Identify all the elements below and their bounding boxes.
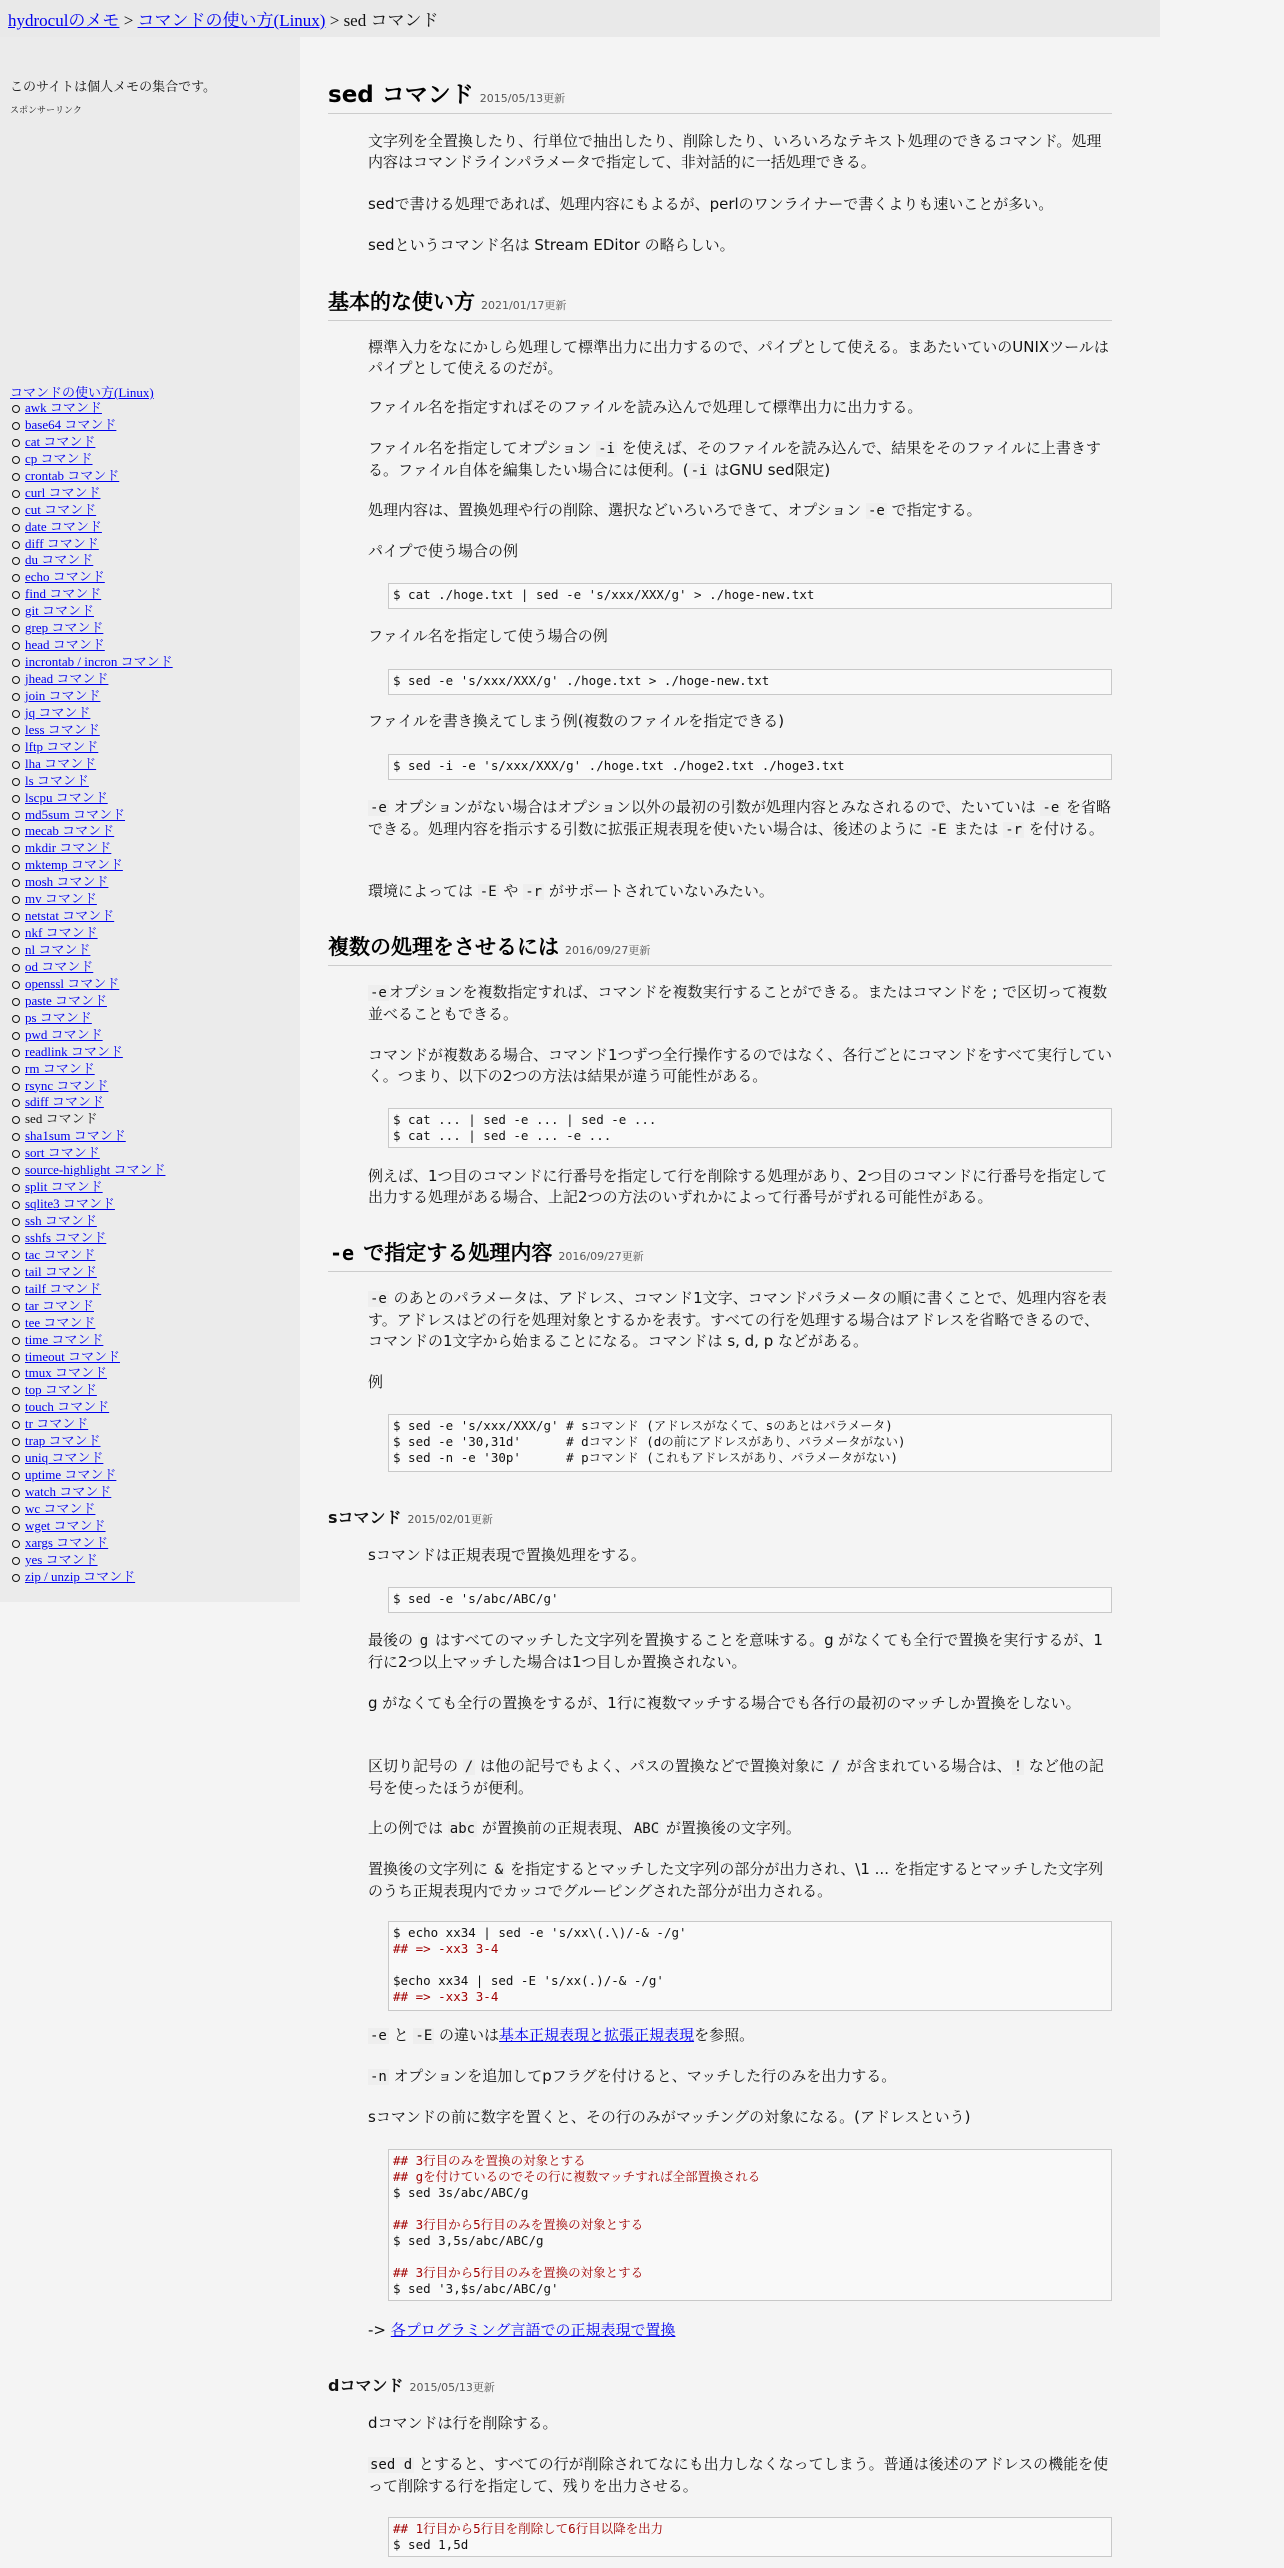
nav-item bbox=[10, 1281, 173, 1298]
paragraph bbox=[368, 1756, 1112, 1799]
nav-item-link[interactable]: sort コマンド bbox=[25, 1145, 100, 1161]
inline-code: -E bbox=[929, 822, 947, 838]
paragraph: パイプで使う場合の例 bbox=[368, 542, 519, 560]
paragraph: コマンドが複数ある場合、コマンド1つずつ全行操作するのではなく、各行ごとにコマンドをすべて実行していく。つまり、以下の2つの方法は結果が違う可能性がある。 bbox=[368, 1046, 1112, 1085]
paragraph: sコマンドの前に数字を置くと、その行のみがマッチングの対象になる。(アドレスという) bbox=[368, 2108, 971, 2126]
nav-item-link[interactable]: top コマンド bbox=[25, 1382, 97, 1398]
code-line: $ sed -n -e '30p' # pコマンド (これもアドレスがあり、パラメータがない) bbox=[393, 1450, 898, 1465]
nav-item-link[interactable]: jhead コマンド bbox=[25, 671, 109, 686]
nav-item bbox=[10, 1315, 173, 1332]
heading-text: 複数の処理をさせるには bbox=[328, 935, 559, 959]
paragraph bbox=[368, 2454, 1112, 2497]
nav-item bbox=[10, 1078, 173, 1095]
nav-item-link[interactable]: netstat コマンド bbox=[25, 908, 115, 924]
breadcrumb-separator: > bbox=[119, 11, 138, 30]
paragraph bbox=[368, 2025, 1112, 2047]
nav-item-link[interactable]: mecab コマンド bbox=[25, 823, 115, 839]
code-line: $ sed -i -e 's/xxx/XXX/g' ./hoge.txt ./hoge2.txt ./hoge3.txt bbox=[393, 758, 845, 773]
nav-item bbox=[10, 451, 173, 468]
text: は他の記号でもよく、パスの置換などで置換対象に bbox=[475, 1757, 830, 1775]
nav-item bbox=[10, 1433, 173, 1450]
text: -> bbox=[368, 2321, 391, 2339]
code-line: $ sed 3s/abc/ABC/g bbox=[393, 2185, 529, 2200]
nav-item bbox=[10, 1213, 173, 1230]
nav-item-link[interactable]: touch コマンド bbox=[25, 1399, 110, 1415]
nav-item-link[interactable]: openssl コマンド bbox=[25, 975, 120, 991]
nav-item bbox=[10, 654, 173, 671]
nav-item bbox=[10, 1552, 173, 1569]
nav-item bbox=[10, 603, 173, 620]
text: が置換後の文字列。 bbox=[661, 1819, 801, 1837]
section-heading-s-command bbox=[328, 1505, 493, 1528]
paragraph bbox=[368, 2066, 1112, 2088]
inline-code: -E bbox=[415, 2028, 433, 2044]
nav-item bbox=[10, 1145, 173, 1162]
inline-code: -e bbox=[370, 985, 387, 1001]
nav-item-link[interactable]: tailf コマンド bbox=[25, 1280, 102, 1296]
nav-item-link[interactable]: yes コマンド bbox=[25, 1551, 98, 1567]
nav-item-link[interactable]: cut コマンド bbox=[25, 501, 97, 517]
nav-item-link[interactable]: lscpu コマンド bbox=[25, 789, 108, 805]
nav-item bbox=[10, 1027, 173, 1044]
regex-link[interactable]: 基本正規表現と拡張正規表現 bbox=[499, 2026, 695, 2044]
inline-code: -i bbox=[690, 463, 708, 479]
text: 環境によっては bbox=[368, 882, 478, 900]
nav-item bbox=[10, 1230, 173, 1247]
code-line: $ sed 1,5d bbox=[393, 2537, 469, 2552]
code-block bbox=[388, 1587, 1112, 1613]
nav-item-link[interactable]: source-highlight コマンド bbox=[25, 1162, 166, 1178]
inline-code: -n bbox=[370, 2069, 387, 2085]
nav-item-link[interactable]: grep コマンド bbox=[25, 620, 104, 636]
text: が含まれている場合は、 bbox=[841, 1757, 1012, 1775]
nav-item-link[interactable]: md5sum コマンド bbox=[25, 806, 126, 822]
updated-date: 2021/01/17更新 bbox=[481, 299, 567, 312]
text: はすべてのマッチした文字列を置換することを意味する。g がなくても全行で置換を実行するが、1行に2つ以上マッチした場合は1つ目しか置換されない。 bbox=[368, 1631, 1103, 1671]
nav-item bbox=[10, 1010, 173, 1027]
code-line: $ sed -e '30,31d' # dコマンド (dの前にアドレスがあり、パラメータがない) bbox=[393, 1434, 906, 1449]
inline-code: -i bbox=[598, 441, 615, 457]
nav-item bbox=[10, 1365, 173, 1382]
text: を指定するとマッチした文字列の部分が出力され、\1 ... を指定するとマッチした文字列のうち正規表現内でカッコでグルーピングされた部分が出力される。 bbox=[368, 1860, 1104, 1900]
paragraph bbox=[368, 1630, 1112, 1673]
nav-item bbox=[10, 1382, 173, 1399]
text: はGNU sed限定) bbox=[709, 461, 831, 479]
inline-code: ! bbox=[1013, 1759, 1023, 1775]
nav-item-link[interactable]: pwd コマンド bbox=[25, 1026, 103, 1042]
paragraph bbox=[368, 1859, 1112, 1902]
paragraph: dコマンドは行を削除する。 bbox=[368, 2414, 558, 2432]
text: など他の記号を使ったほうが便利。 bbox=[368, 1757, 1104, 1797]
nav-item-link[interactable]: sdiff コマンド bbox=[25, 1094, 104, 1110]
nav-item-link[interactable]: tar コマンド bbox=[25, 1297, 94, 1313]
section-heading-basic bbox=[328, 286, 1112, 321]
code-line: $ cat ./hoge.txt | sed -e 's/xxx/XXX/g' > ./hoge-new.txt bbox=[393, 587, 815, 602]
nav-item bbox=[10, 1094, 173, 1111]
text: で指定する。 bbox=[886, 501, 982, 519]
nav-item-link[interactable]: tmux コマンド bbox=[25, 1365, 107, 1381]
text: や bbox=[498, 882, 524, 900]
nav-item bbox=[10, 874, 173, 891]
nav-item bbox=[10, 519, 173, 536]
nav-root-link[interactable]: コマンドの使い方(Linux) bbox=[10, 385, 154, 400]
intro-paragraph: sedで書ける処理であれば、処理内容にもよるが、perlのワンライナーで書くよりも速いことが多い。 bbox=[368, 195, 1054, 213]
code-line: $ sed '3,$s/abc/ABC/g' bbox=[393, 2281, 559, 2296]
nav-list bbox=[10, 400, 173, 1586]
code-block bbox=[388, 669, 1112, 695]
text: 最後の bbox=[368, 1631, 418, 1649]
text: を使えば、そのファイルを読み込んで、結果をそのファイルに上書きする。ファイル自体を編集したい場合には便利。( bbox=[368, 439, 1101, 479]
nav-item bbox=[10, 739, 173, 756]
code-comment: ## 1行目から5行目を削除して6行目以降を出力 bbox=[393, 2521, 664, 2536]
code-line: $ sed -e 's/xxx/XXX/g' # sコマンド (アドレスがなくて、sのあとはパラメータ) bbox=[393, 1418, 893, 1433]
nav-item bbox=[10, 705, 173, 722]
breadcrumb-separator: > bbox=[325, 11, 344, 30]
code-line: $ cat ... | sed -e ... | sed -e ... bbox=[393, 1112, 657, 1127]
nav-item-link[interactable]: time コマンド bbox=[25, 1331, 104, 1347]
nav-item bbox=[10, 1044, 173, 1061]
nav-item bbox=[10, 1518, 173, 1535]
nav-item bbox=[10, 908, 173, 925]
code-line: $ echo xx34 | sed -e 's/xx\(.\)/-& -/g' bbox=[393, 1925, 687, 1940]
nav-item-link[interactable]: tail コマンド bbox=[25, 1263, 97, 1279]
breadcrumb-section-link[interactable]: コマンドの使い方(Linux) bbox=[137, 11, 326, 30]
text: または bbox=[948, 820, 1004, 838]
code-comment: ## 3行目のみを置換の対象とする bbox=[393, 2153, 586, 2168]
heading-text: で指定する処理内容 bbox=[356, 1241, 553, 1265]
nav-item-link[interactable]: mkdir コマンド bbox=[25, 840, 112, 856]
text: が置換前の正規表現、 bbox=[477, 1819, 632, 1837]
nav-item bbox=[10, 1179, 173, 1196]
nav-item-link[interactable]: diff コマンド bbox=[25, 535, 99, 551]
inline-code: -r bbox=[1005, 822, 1023, 838]
nav-item-link[interactable]: crontab コマンド bbox=[25, 467, 120, 483]
nav-item bbox=[10, 807, 173, 824]
nav-item bbox=[10, 1332, 173, 1349]
paragraph: sコマンドは正規表現で置換処理をする。 bbox=[368, 1546, 646, 1564]
code-line: $ sed -e 's/abc/ABC/g' bbox=[393, 1591, 559, 1606]
nav-item bbox=[10, 722, 173, 739]
paragraph: ファイル名を指定すればそのファイルを読み込んで処理して標準出力に出力する。 bbox=[368, 398, 923, 416]
nav-item-link[interactable]: zip / unzip コマンド bbox=[25, 1568, 136, 1584]
nav-item-link[interactable]: sha1sum コマンド bbox=[25, 1128, 126, 1144]
nav-item-link[interactable]: lha コマンド bbox=[25, 755, 97, 771]
updated-date: 2015/02/01更新 bbox=[407, 1513, 493, 1526]
nav-item bbox=[10, 1061, 173, 1078]
nav-item bbox=[10, 773, 173, 790]
inline-code: -e bbox=[330, 1241, 355, 1265]
nav-item bbox=[10, 536, 173, 553]
breadcrumb-home-link[interactable]: hydroculのメモ bbox=[8, 11, 120, 30]
paragraph bbox=[368, 1288, 1112, 1352]
nav-item-link[interactable]: trap コマンド bbox=[25, 1433, 101, 1449]
paragraph bbox=[368, 1818, 1112, 1840]
nav-item bbox=[10, 1264, 173, 1281]
nav-item bbox=[10, 976, 173, 993]
nav-item bbox=[10, 993, 173, 1010]
paragraph bbox=[368, 438, 1112, 482]
code-comment: ## 3行目から5行目のみを置換の対象とする bbox=[393, 2265, 644, 2280]
text: 処理内容は、置換処理や行の削除、選択などいろいろできて、オプション bbox=[368, 501, 866, 519]
nav-item-link[interactable]: rm コマンド bbox=[25, 1060, 95, 1076]
nav-item bbox=[10, 1535, 173, 1552]
nav-item bbox=[10, 637, 173, 654]
code-line: $ sed 3,5s/abc/ABC/g bbox=[393, 2233, 544, 2248]
nav-item-link[interactable]: tr コマンド bbox=[25, 1416, 89, 1432]
nav-item bbox=[10, 790, 173, 807]
code-block bbox=[388, 583, 1112, 609]
regex-replace-link[interactable]: 各プログラミング言語での正規表現で置換 bbox=[390, 2321, 676, 2339]
updated-date: 2016/09/27更新 bbox=[558, 1250, 644, 1263]
code-comment: ## 3行目から5行目のみを置換の対象とする bbox=[393, 2217, 644, 2232]
text: オプションがない場合はオプション以外の最初の引数が処理内容とみなされるので、たいていは bbox=[388, 798, 1041, 816]
nav-item-link[interactable]: paste コマンド bbox=[25, 992, 107, 1008]
inline-code: & bbox=[494, 1862, 504, 1878]
paragraph bbox=[368, 881, 1112, 903]
code-block bbox=[388, 2149, 1112, 2301]
nav-item bbox=[10, 942, 173, 959]
code-block bbox=[388, 2517, 1112, 2557]
paragraph: ファイルを書き換えてしまう例(複数のファイルを指定できる) bbox=[368, 712, 785, 730]
nav-item bbox=[10, 891, 173, 908]
nav-item-link[interactable]: curl コマンド bbox=[25, 484, 101, 500]
nav-item-link[interactable]: ps コマンド bbox=[25, 1009, 92, 1025]
text: を省略できる。処理内容を指示する引数に拡張正規表現を使いたい場合は、後述のように bbox=[368, 798, 1112, 838]
nav-item bbox=[10, 857, 173, 874]
nav-item-link[interactable]: echo コマンド bbox=[25, 569, 105, 585]
code-block bbox=[388, 1921, 1112, 2011]
sidebar bbox=[0, 37, 300, 1602]
nav-item bbox=[10, 434, 173, 451]
nav-item bbox=[10, 925, 173, 942]
intro-paragraph: sedというコマンド名は Stream EDitor の略らしい。 bbox=[368, 236, 735, 254]
nav-item bbox=[10, 502, 173, 519]
page-title-text: sed コマンド bbox=[328, 82, 474, 108]
inline-code: / bbox=[831, 1759, 840, 1775]
nav-item-current: sed コマンド bbox=[25, 1111, 98, 1127]
text: オプションを追加してpフラグを付けると、マッチした行のみを出力する。 bbox=[388, 2067, 897, 2085]
text: のあとのパラメータは、アドレス、コマンド1文字、コマンドパラメータの順に書くことで、処理内容を表す。アドレスはどの行を処理対象とするかを表す。すべての行を処理する場合はアドレスを省略できるので、コマンドの1文字から始まることになる。コマンドは s, d, p などがある。 bbox=[368, 1289, 1107, 1350]
text: ファイル名を指定してオプション bbox=[368, 439, 597, 457]
inline-code: -E bbox=[479, 884, 497, 900]
nav-item-link[interactable]: mosh コマンド bbox=[25, 874, 109, 890]
nav-item bbox=[10, 620, 173, 637]
nav-item bbox=[10, 468, 173, 485]
paragraph: ファイル名を指定して使う場合の例 bbox=[368, 627, 608, 645]
nav-item bbox=[10, 1399, 173, 1416]
paragraph bbox=[368, 500, 1112, 522]
nav-item bbox=[10, 1349, 173, 1366]
text: 置換後の文字列に bbox=[368, 1860, 493, 1878]
text: と bbox=[388, 2026, 414, 2044]
paragraph: 例えば、1つ目のコマンドに行番号を指定して行を削除する処理があり、2つ目のコマンドに行番号を指定して出力する処理がある場合、上記2つの方法のいずれかによって行番号がずれる可能性がある。 bbox=[368, 1167, 1108, 1206]
nav-item bbox=[10, 688, 173, 705]
code-line: $ sed -e 's/xxx/XXX/g' ./hoge.txt > ./hoge-new.txt bbox=[393, 673, 770, 688]
code-comment: ## => -xx3 3-4 bbox=[393, 1941, 499, 1956]
nav-item-link[interactable]: date コマンド bbox=[25, 518, 102, 534]
paragraph bbox=[368, 797, 1112, 841]
nav-item-link[interactable]: xargs コマンド bbox=[25, 1534, 109, 1550]
heading-text: dコマンド bbox=[328, 2376, 404, 2395]
nav-item-link[interactable]: find コマンド bbox=[25, 586, 102, 602]
nav-item-link[interactable]: rsync コマンド bbox=[25, 1077, 109, 1093]
nav-item bbox=[10, 1484, 173, 1501]
nav-item-link[interactable]: od コマンド bbox=[25, 958, 94, 974]
inline-code: -e bbox=[867, 503, 885, 519]
nav-item-link[interactable]: head コマンド bbox=[25, 637, 105, 653]
nav-item-link[interactable]: ssh コマンド bbox=[25, 1213, 97, 1228]
code-block bbox=[388, 1108, 1112, 1148]
section-heading-multi bbox=[328, 931, 1112, 966]
updated-date: 2015/05/13更新 bbox=[409, 2381, 495, 2394]
updated-date: 2016/09/27更新 bbox=[565, 944, 651, 957]
nav-item-link[interactable]: cat コマンド bbox=[25, 433, 96, 449]
nav-item bbox=[10, 823, 173, 840]
nav-item-link[interactable]: join コマンド bbox=[25, 687, 101, 703]
heading-text: 基本的な使い方 bbox=[328, 290, 475, 314]
nav-item-link[interactable]: watch コマンド bbox=[25, 1484, 112, 1499]
heading-text: sコマンド bbox=[328, 1508, 402, 1527]
code-comment: ## gを付けているのでその行に複数マッチすれば全部置換される bbox=[393, 2169, 761, 2184]
inline-code: ABC bbox=[633, 1821, 660, 1837]
inline-code: -r bbox=[525, 884, 543, 900]
updated-date: 2015/05/13更新 bbox=[479, 92, 566, 105]
text: 区切り記号の bbox=[368, 1757, 463, 1775]
nav-item-link[interactable]: tee コマンド bbox=[25, 1314, 96, 1330]
code-comment: ## => -xx3 3-4 bbox=[393, 1989, 499, 2004]
text: 上の例では bbox=[368, 1819, 448, 1837]
nav-item-link[interactable]: awk コマンド bbox=[25, 400, 102, 415]
code-line: $echo xx34 | sed -E 's/xx(.)/-& -/g' bbox=[393, 1973, 664, 1988]
nav-item bbox=[10, 1569, 173, 1586]
nav-item bbox=[10, 1450, 173, 1467]
nav-item-link[interactable]: nl コマンド bbox=[25, 942, 91, 957]
text: を付ける。 bbox=[1024, 820, 1104, 838]
sponsored-label: スポンサーリンク bbox=[10, 105, 82, 115]
breadcrumb bbox=[0, 0, 1160, 37]
nav-item bbox=[10, 1162, 173, 1179]
nav-item-link[interactable]: base64 コマンド bbox=[25, 416, 117, 432]
nav-item-link[interactable]: less コマンド bbox=[25, 721, 100, 737]
code-line: $ cat ... | sed -e ... -e ... bbox=[393, 1128, 612, 1143]
nav-item bbox=[10, 840, 173, 857]
text: とすると、すべての行が削除されてなにも出力しなくなってしまう。普通は後述のアドレスの機能を使って削除する行を指定して、残りを出力させる。 bbox=[368, 2455, 1109, 2495]
nav-item-link[interactable]: mktemp コマンド bbox=[25, 857, 123, 873]
nav-item bbox=[10, 1467, 173, 1484]
paragraph bbox=[368, 2320, 1112, 2341]
inline-code: / bbox=[464, 1759, 474, 1775]
text: の違いは bbox=[434, 2026, 500, 2044]
nav-item bbox=[10, 569, 173, 586]
paragraph: 例 bbox=[368, 1373, 384, 1391]
inline-code: -e bbox=[370, 1291, 387, 1307]
nav-item-link[interactable]: nkf コマンド bbox=[25, 925, 98, 941]
nav-item-link[interactable]: sshfs コマンド bbox=[25, 1229, 107, 1245]
section-heading-d-command bbox=[328, 2373, 495, 2396]
breadcrumb-current: sed コマンド bbox=[343, 11, 439, 30]
inline-code: abc bbox=[449, 1821, 476, 1837]
code-block bbox=[388, 1414, 1112, 1472]
nav-item bbox=[10, 1247, 173, 1264]
nav-item-link[interactable]: uniq コマンド bbox=[25, 1450, 104, 1466]
section-heading-eparam bbox=[328, 1237, 1112, 1272]
nav-item bbox=[10, 400, 173, 417]
nav-item bbox=[10, 552, 173, 569]
intro-paragraph: 文字列を全置換したり、行単位で抽出したり、削除したり、いろいろなテキスト処理のできるコマンド。処理内容はコマンドラインパラメータで指定して、非対話的に一括処理できる。 bbox=[368, 132, 1102, 171]
inline-code: sed d bbox=[370, 2457, 413, 2473]
nav-item-link[interactable]: du コマンド bbox=[25, 552, 94, 568]
site-note: このサイトは個人メモの集合です。 bbox=[10, 79, 217, 94]
nav-item bbox=[10, 671, 173, 688]
nav-item-link[interactable]: lftp コマンド bbox=[25, 738, 99, 754]
code-block bbox=[388, 754, 1112, 780]
nav-item bbox=[10, 1196, 173, 1213]
nav-item-link[interactable]: wget コマンド bbox=[25, 1517, 106, 1533]
nav-item bbox=[10, 1128, 173, 1145]
nav-item-link[interactable]: sqlite3 コマンド bbox=[25, 1196, 115, 1212]
nav-item-link[interactable]: tac コマンド bbox=[25, 1246, 96, 1262]
nav-item-link[interactable]: git コマンド bbox=[25, 603, 94, 619]
nav-item bbox=[10, 417, 173, 434]
paragraph: g がなくても全行の置換をするが、1行に複数マッチする場合でも各行の最初のマッチしか置換をしない。 bbox=[368, 1694, 1081, 1712]
nav-item-link[interactable]: incrontab / incron コマンド bbox=[25, 654, 173, 670]
nav-item bbox=[10, 1298, 173, 1315]
page-title bbox=[328, 76, 1112, 114]
nav-item bbox=[10, 1416, 173, 1433]
nav-item-link[interactable]: wc コマンド bbox=[25, 1500, 96, 1516]
nav-item bbox=[10, 1111, 173, 1128]
nav-item bbox=[10, 959, 173, 976]
text: がサポートされていないみたい。 bbox=[544, 882, 774, 900]
nav-item bbox=[10, 1501, 173, 1518]
nav-item-link[interactable]: readlink コマンド bbox=[25, 1043, 123, 1059]
inline-code: -e bbox=[1042, 800, 1060, 816]
nav-item bbox=[10, 485, 173, 502]
nav-item-link[interactable]: split コマンド bbox=[25, 1179, 103, 1195]
paragraph: 標準入力をなにかしら処理して標準出力に出力するので、パイプとして使える。まあたいていのUNIXツールはパイプとして使えるのだが。 bbox=[368, 338, 1109, 377]
inline-code: -e bbox=[370, 800, 387, 816]
text: オプションを複数指定すれば、コマンドを複数実行することができる。またはコマンドを ; で区切って複数並べることもできる。 bbox=[368, 983, 1108, 1023]
nav-item-link[interactable]: cp コマンド bbox=[25, 450, 93, 466]
nav-item-link[interactable]: jq コマンド bbox=[25, 704, 91, 720]
text: を参照。 bbox=[694, 2026, 755, 2044]
nav-item-link[interactable]: uptime コマンド bbox=[25, 1467, 117, 1483]
paragraph bbox=[368, 982, 1112, 1025]
nav-item bbox=[10, 586, 173, 603]
nav-item-link[interactable]: timeout コマンド bbox=[25, 1348, 120, 1364]
inline-code: g bbox=[419, 1633, 429, 1649]
nav-item-link[interactable]: mv コマンド bbox=[25, 891, 97, 907]
inline-code: -e bbox=[370, 2028, 387, 2044]
nav-item bbox=[10, 756, 173, 773]
nav-item-link[interactable]: ls コマンド bbox=[25, 772, 89, 788]
